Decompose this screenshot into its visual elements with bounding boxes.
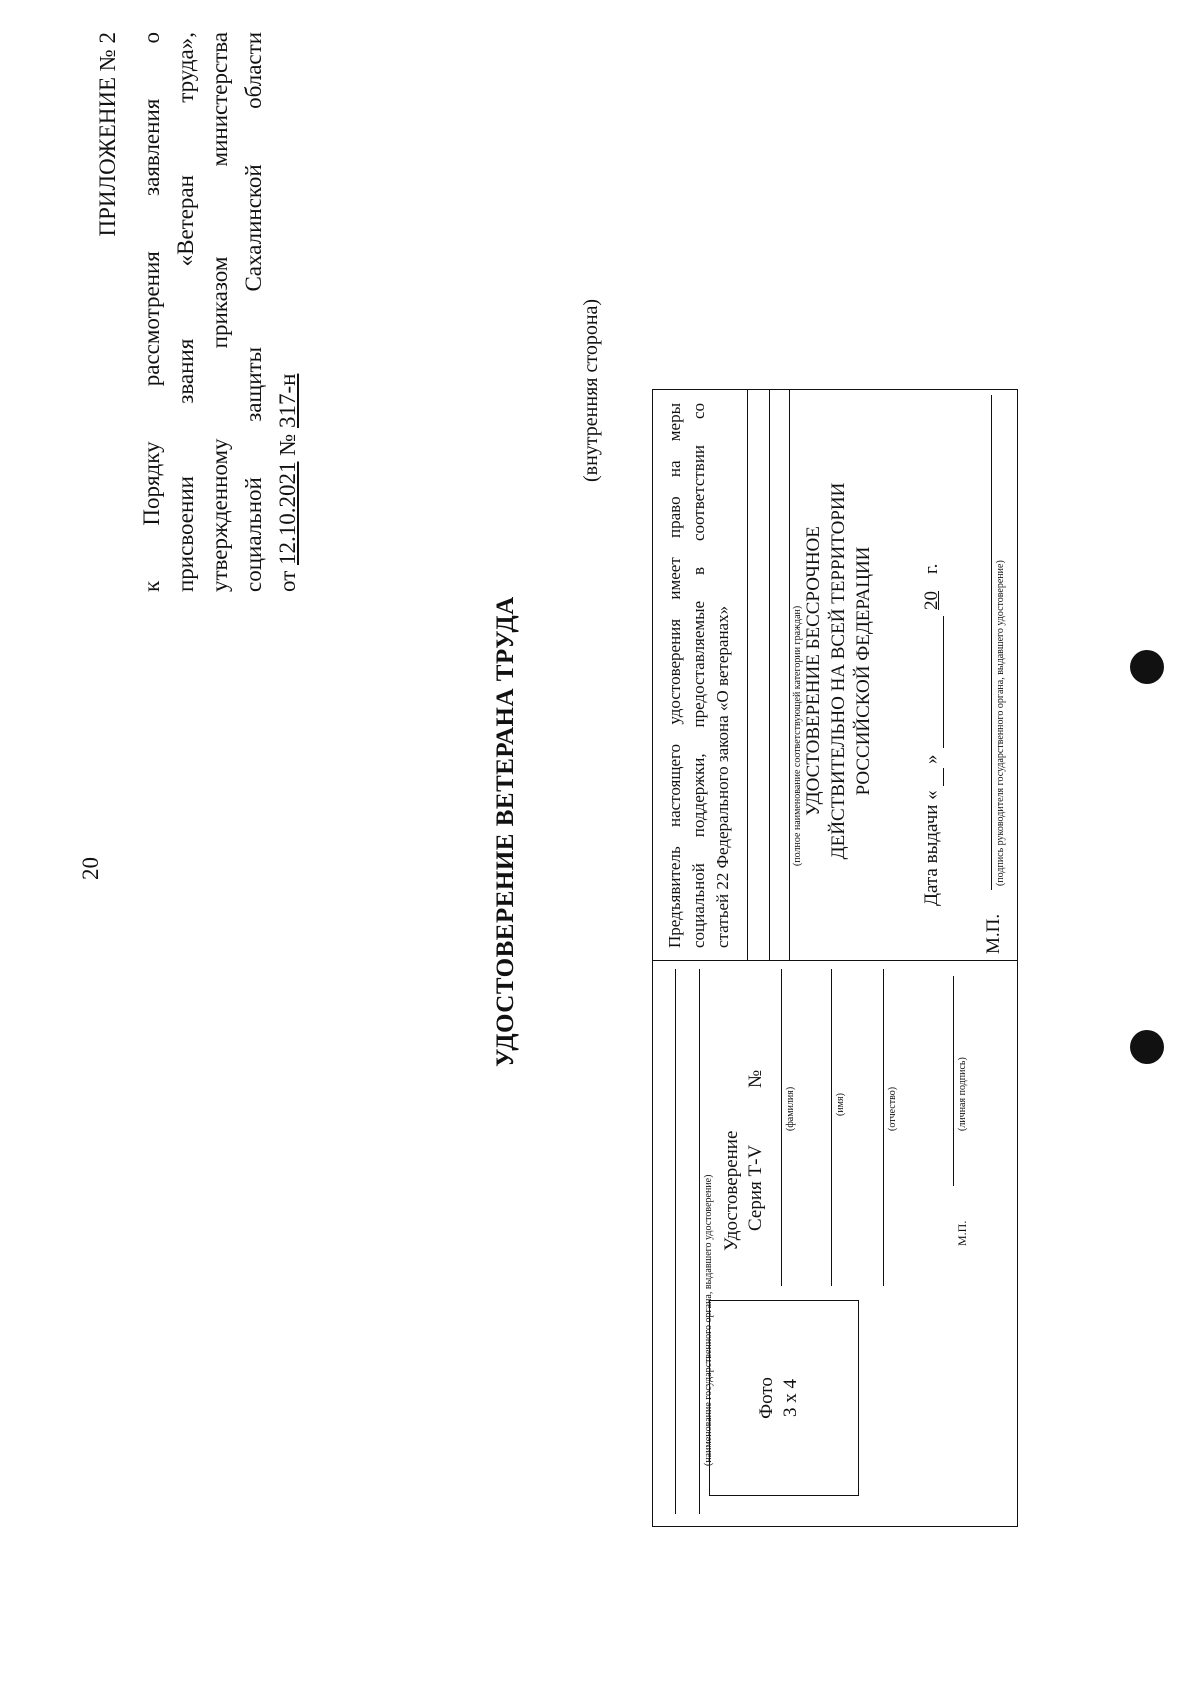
side-note: (внутренняя сторона) — [580, 298, 602, 482]
document-title: УДОСТОВЕРЕНИЕ ВЕТЕРАНА ТРУДА — [492, 596, 519, 1067]
rights-statement — [663, 403, 735, 948]
surname-line — [781, 969, 782, 1286]
signature-line — [953, 976, 954, 1186]
validity-line-2: ДЕЙСТВИТЕЛЬНО НА ВСЕЙ ТЕРРИТОРИИ — [828, 482, 849, 860]
annex-order-date: 12.10.2021 — [275, 461, 300, 565]
annex-date-prefix: от — [275, 565, 300, 592]
left-stamp-mark: М.П. — [955, 1220, 969, 1246]
annex-line-5 — [271, 32, 305, 592]
issue-year-suffix: г. — [921, 563, 942, 574]
issue-date-mid: » — [921, 754, 942, 764]
annex-number-sign: № — [275, 428, 300, 462]
photo-label: Фото — [756, 1377, 777, 1419]
signature-caption: (личная подпись) — [957, 1057, 968, 1131]
certificate-series: Серия Т-V — [745, 1144, 766, 1231]
annex-order-number: 317-н — [275, 373, 300, 429]
surname-caption: (фамилия) — [785, 1086, 796, 1131]
issue-day-line — [943, 768, 944, 786]
head-signature-caption: (подпись руководителя государственного органа, выдавшего удостоверение) — [995, 560, 1006, 886]
issue-date-label: Дата выдачи « — [921, 790, 942, 906]
page-number: 20 — [78, 857, 103, 880]
annex-line-4: социальной защиты Сахалинской области — [241, 32, 266, 592]
category-line-2 — [769, 390, 770, 960]
category-line-1 — [747, 390, 748, 960]
right-stamp-mark: М.П. — [983, 913, 1004, 954]
certificate-number-label: № — [745, 1069, 766, 1088]
issue-year-prefix: 20 — [921, 591, 942, 610]
issuer-line-1 — [675, 969, 676, 1514]
rights-line-2: социальной поддержки, предоставляемые в соответствии со — [689, 403, 708, 948]
validity-line-1: УДОСТОВЕРЕНИЕ БЕССРОЧНОЕ — [803, 526, 824, 816]
issuer-caption: (наименование государственного органа, выдавшего удостоверение) — [703, 1174, 714, 1466]
name-caption: (имя) — [835, 1093, 846, 1116]
head-signature-line — [991, 395, 992, 890]
patronymic-caption: (отчество) — [887, 1086, 898, 1131]
punch-hole-mark — [1130, 1030, 1164, 1064]
certificate-heading: Удостоверение — [721, 1130, 742, 1251]
punch-hole-mark — [1130, 650, 1164, 684]
name-line — [831, 969, 832, 1286]
annex-line-1: к Порядку рассмотрения заявления о — [139, 32, 164, 592]
issue-month-line — [943, 616, 944, 748]
annex-reference — [135, 32, 305, 592]
rights-line-3: статьей 22 Федерального закона «О ветеранах» — [713, 605, 732, 948]
patronymic-line — [883, 969, 884, 1286]
annex-line-3: утвержденному приказом министерства — [207, 32, 232, 592]
certificate-form — [652, 389, 1018, 1527]
annex-line-2: присвоении звания «Ветеран труда», — [173, 32, 198, 592]
category-line-3 — [789, 390, 790, 960]
rights-line-1: Предъявитель настоящего удостоверения имеет право на меры — [665, 403, 684, 948]
annex-title: ПРИЛОЖЕНИЕ № 2 — [95, 32, 120, 237]
certificate-fold-line — [653, 960, 1017, 961]
photo-box — [709, 1300, 859, 1496]
category-caption: (полное наименование соответствующей категории граждан) — [792, 605, 803, 866]
issuer-line-2 — [699, 969, 700, 1514]
photo-size: 3 х 4 — [780, 1379, 801, 1417]
validity-line-3: РОССИЙСКОЙ ФЕДЕРАЦИИ — [853, 546, 874, 796]
validity-statement — [801, 391, 876, 951]
